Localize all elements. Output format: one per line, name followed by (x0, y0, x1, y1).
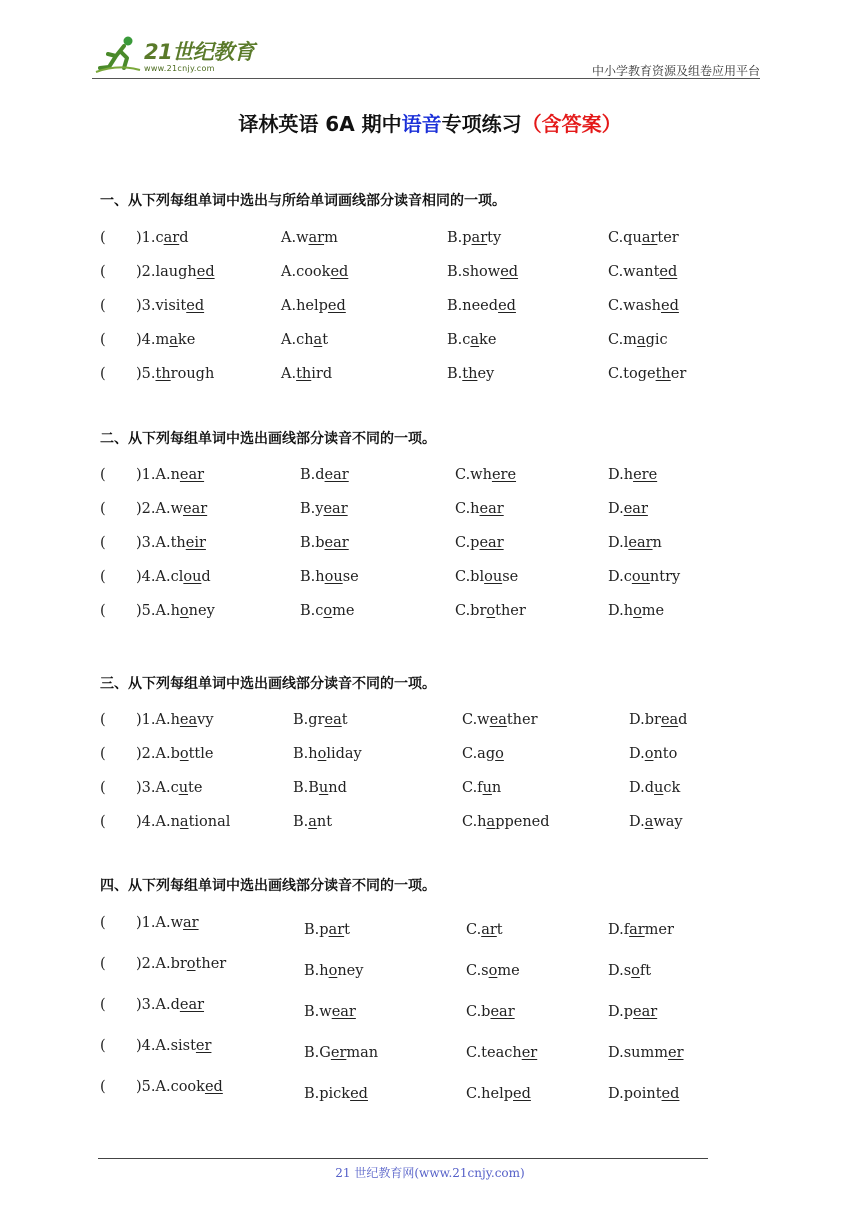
option-word: D.onto (629, 746, 678, 762)
option-word: D.summer (608, 1045, 684, 1061)
question-word: )2.laughed (136, 264, 215, 280)
option-word: C.brother (455, 603, 526, 619)
title-part: 专项练习 (441, 112, 522, 136)
section-title: 四、从下列每组单词中选出画线部分读音不同的一项。 (100, 878, 436, 894)
answer-blank[interactable]: ( (100, 467, 106, 483)
document-title (0, 108, 860, 137)
title-highlight: 语音 (401, 112, 442, 136)
option-word: B.house (300, 569, 359, 585)
option-word: B.bear (300, 535, 349, 551)
option-word: C.pear (455, 535, 504, 551)
answer-blank[interactable]: ( (100, 780, 106, 796)
question-word: )1.A.heavy (136, 712, 214, 728)
option-word: B.needed (447, 298, 516, 314)
question-word: )4.make (136, 332, 196, 348)
option-word: C.bear (466, 1004, 515, 1020)
option-word: C.hear (455, 501, 504, 517)
option-word: C.where (455, 467, 517, 483)
option-word: B.picked (304, 1086, 368, 1102)
option-word: C.art (466, 922, 503, 938)
runner-logo-icon (94, 34, 142, 74)
option-word: A.warm (281, 230, 338, 246)
option-word: D.here (608, 467, 658, 483)
option-word: D.ear (608, 501, 648, 517)
option-word: A.cooked (281, 264, 349, 280)
option-word: A.third (281, 366, 333, 382)
question-word: )3.A.their (136, 535, 206, 551)
section-title: 一、从下列每组单词中选出与所给单词画线部分读音相同的一项。 (100, 193, 506, 209)
question-word: )4.A.national (136, 814, 231, 830)
option-word: C.fun (462, 780, 502, 796)
site-tagline: 中小学教育资源及组卷应用平台 (591, 64, 760, 78)
question-word: )4.A.sister (136, 1038, 212, 1054)
option-word: B.year (300, 501, 348, 517)
header-divider (92, 78, 760, 79)
option-word: B.dear (300, 467, 349, 483)
title-answer-note: （含答案） (521, 112, 622, 136)
option-word: D.pointed (608, 1086, 680, 1102)
option-word: A.helped (281, 298, 346, 314)
answer-blank[interactable]: ( (100, 746, 106, 762)
option-word: C.weather (462, 712, 538, 728)
logo-url: www.21cnjy.com (144, 64, 215, 73)
question-word: )2.A.brother (136, 956, 227, 972)
option-word: C.wanted (608, 264, 678, 280)
option-word: D.soft (608, 963, 652, 979)
option-word: B.Bund (293, 780, 347, 796)
answer-blank[interactable]: ( (100, 264, 106, 280)
question-word: )3.visited (136, 298, 205, 314)
site-logo[interactable] (92, 30, 262, 74)
question-word: )2.A.wear (136, 501, 208, 517)
answer-blank[interactable]: ( (100, 332, 106, 348)
option-word: B.holiday (293, 746, 362, 762)
option-word: D.bread (629, 712, 688, 728)
option-word: D.country (608, 569, 681, 585)
option-word: D.learn (608, 535, 662, 551)
answer-blank[interactable]: ( (100, 569, 106, 585)
option-word: D.farmer (608, 922, 674, 938)
answer-blank[interactable]: ( (100, 501, 106, 517)
answer-blank[interactable]: ( (100, 915, 106, 931)
option-word: C.quarter (608, 230, 679, 246)
question-word: )5.A.honey (136, 603, 215, 619)
answer-blank[interactable]: ( (100, 814, 106, 830)
question-word: )1.card (136, 230, 189, 246)
option-word: D.home (608, 603, 665, 619)
option-word: C.helped (466, 1086, 531, 1102)
option-word: C.blouse (455, 569, 519, 585)
option-word: B.part (304, 922, 350, 938)
answer-blank[interactable]: ( (100, 712, 106, 728)
question-word: )3.A.cute (136, 780, 203, 796)
question-word: )4.A.cloud (136, 569, 211, 585)
option-word: C.some (466, 963, 520, 979)
footer-divider (98, 1158, 708, 1159)
option-word: C.washed (608, 298, 679, 314)
section-title: 三、从下列每组单词中选出画线部分读音不同的一项。 (100, 676, 436, 692)
answer-blank[interactable]: ( (100, 366, 106, 382)
title-part: 译林英语 6A 期中 (238, 112, 402, 136)
answer-blank[interactable]: ( (100, 230, 106, 246)
answer-blank[interactable]: ( (100, 298, 106, 314)
option-word: B.wear (304, 1004, 356, 1020)
option-word: C.magic (608, 332, 668, 348)
option-word: D.away (629, 814, 683, 830)
option-word: B.party (447, 230, 502, 246)
answer-blank[interactable]: ( (100, 997, 106, 1013)
option-word: A.chat (281, 332, 329, 348)
section-title: 二、从下列每组单词中选出画线部分读音不同的一项。 (100, 431, 436, 447)
question-word: )3.A.dear (136, 997, 205, 1013)
option-word: D.duck (629, 780, 681, 796)
question-word: )1.A.near (136, 467, 205, 483)
answer-blank[interactable]: ( (100, 535, 106, 551)
question-word: )1.A.war (136, 915, 199, 931)
logo-text: 21世纪教育 (144, 40, 255, 64)
answer-blank[interactable]: ( (100, 1079, 106, 1095)
page-footer: 21 世纪教育网(www.21cnjy.com) (335, 1166, 525, 1180)
answer-blank[interactable]: ( (100, 603, 106, 619)
answer-blank[interactable]: ( (100, 956, 106, 972)
option-word: B.showed (447, 264, 519, 280)
option-word: C.teacher (466, 1045, 538, 1061)
answer-blank[interactable]: ( (100, 1038, 106, 1054)
option-word: B.come (300, 603, 355, 619)
option-word: B.great (293, 712, 348, 728)
option-word: B.honey (304, 963, 364, 979)
option-word: C.together (608, 366, 687, 382)
option-word: C.ago (462, 746, 504, 762)
question-word: )5.A.cooked (136, 1079, 223, 1095)
option-word: B.cake (447, 332, 497, 348)
option-word: B.ant (293, 814, 333, 830)
option-word: B.German (304, 1045, 379, 1061)
option-word: B.they (447, 366, 495, 382)
question-word: )5.through (136, 366, 215, 382)
option-word: D.pear (608, 1004, 658, 1020)
question-word: )2.A.bottle (136, 746, 214, 762)
option-word: C.happened (462, 814, 550, 830)
page-header (92, 30, 760, 80)
